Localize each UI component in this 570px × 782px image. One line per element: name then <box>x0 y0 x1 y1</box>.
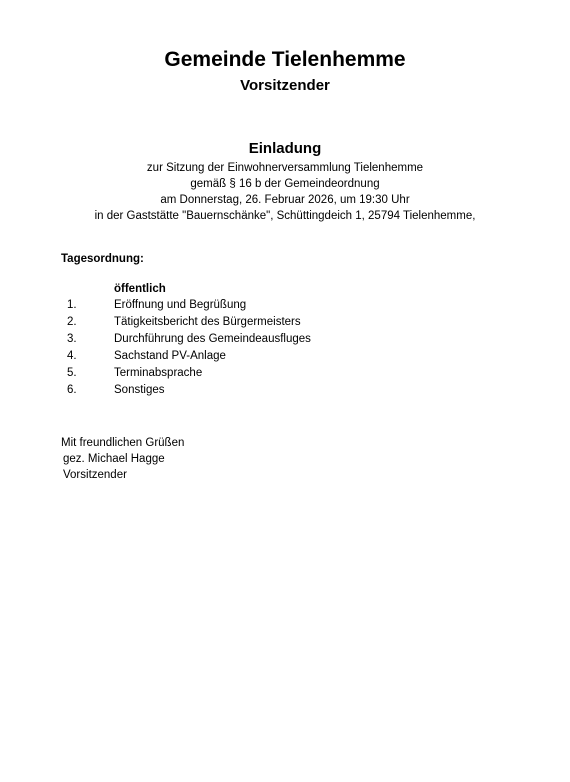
invitation-line-meeting: zur Sitzung der Einwohnerversammlung Tielenhemme <box>146 162 424 174</box>
organization-role: Vorsitzender <box>240 77 330 94</box>
agenda-item <box>0 331 570 348</box>
invitation-line-venue: in der Gaststätte "Bauernschänke", Schüttingdeich 1, 25794 Tielenhemme, <box>94 210 476 222</box>
signature-role: Vorsitzender <box>63 469 127 481</box>
agenda-item <box>0 382 570 399</box>
invitation-title: Einladung <box>248 140 322 157</box>
agenda-item-text: Sonstiges <box>114 384 165 396</box>
agenda-list <box>0 297 570 399</box>
agenda-item-number: 4. <box>67 350 77 362</box>
signature-name: gez. Michael Hagge <box>63 453 165 465</box>
agenda-item-number: 2. <box>67 316 77 328</box>
agenda-public-label: öffentlich <box>114 283 166 295</box>
agenda-item-text: Eröffnung und Begrüßung <box>114 299 247 311</box>
agenda-item-number: 3. <box>67 333 77 345</box>
invitation-line-legal-basis: gemäß § 16 b der Gemeindeordnung <box>190 178 380 190</box>
agenda-item <box>0 297 570 314</box>
agenda-item-number: 5. <box>67 367 77 379</box>
agenda-item-number: 6. <box>67 384 77 396</box>
agenda-item-number: 1. <box>67 299 77 311</box>
agenda-item-text: Durchführung des Gemeindeausfluges <box>114 333 311 345</box>
agenda-item <box>0 314 570 331</box>
organization-name: Gemeinde Tielenhemme <box>164 48 406 71</box>
signature-closing: Mit freundlichen Grüßen <box>61 437 185 449</box>
agenda-item <box>0 348 570 365</box>
agenda-item-text: Tätigkeitsbericht des Bürgermeisters <box>114 316 301 328</box>
agenda-item-text: Sachstand PV-Anlage <box>114 350 226 362</box>
invitation-line-date: am Donnerstag, 26. Februar 2026, um 19:30 Uhr <box>160 194 410 206</box>
agenda-heading: Tagesordnung: <box>61 253 144 265</box>
agenda-item <box>0 365 570 382</box>
agenda-item-text: Terminabsprache <box>114 367 203 379</box>
